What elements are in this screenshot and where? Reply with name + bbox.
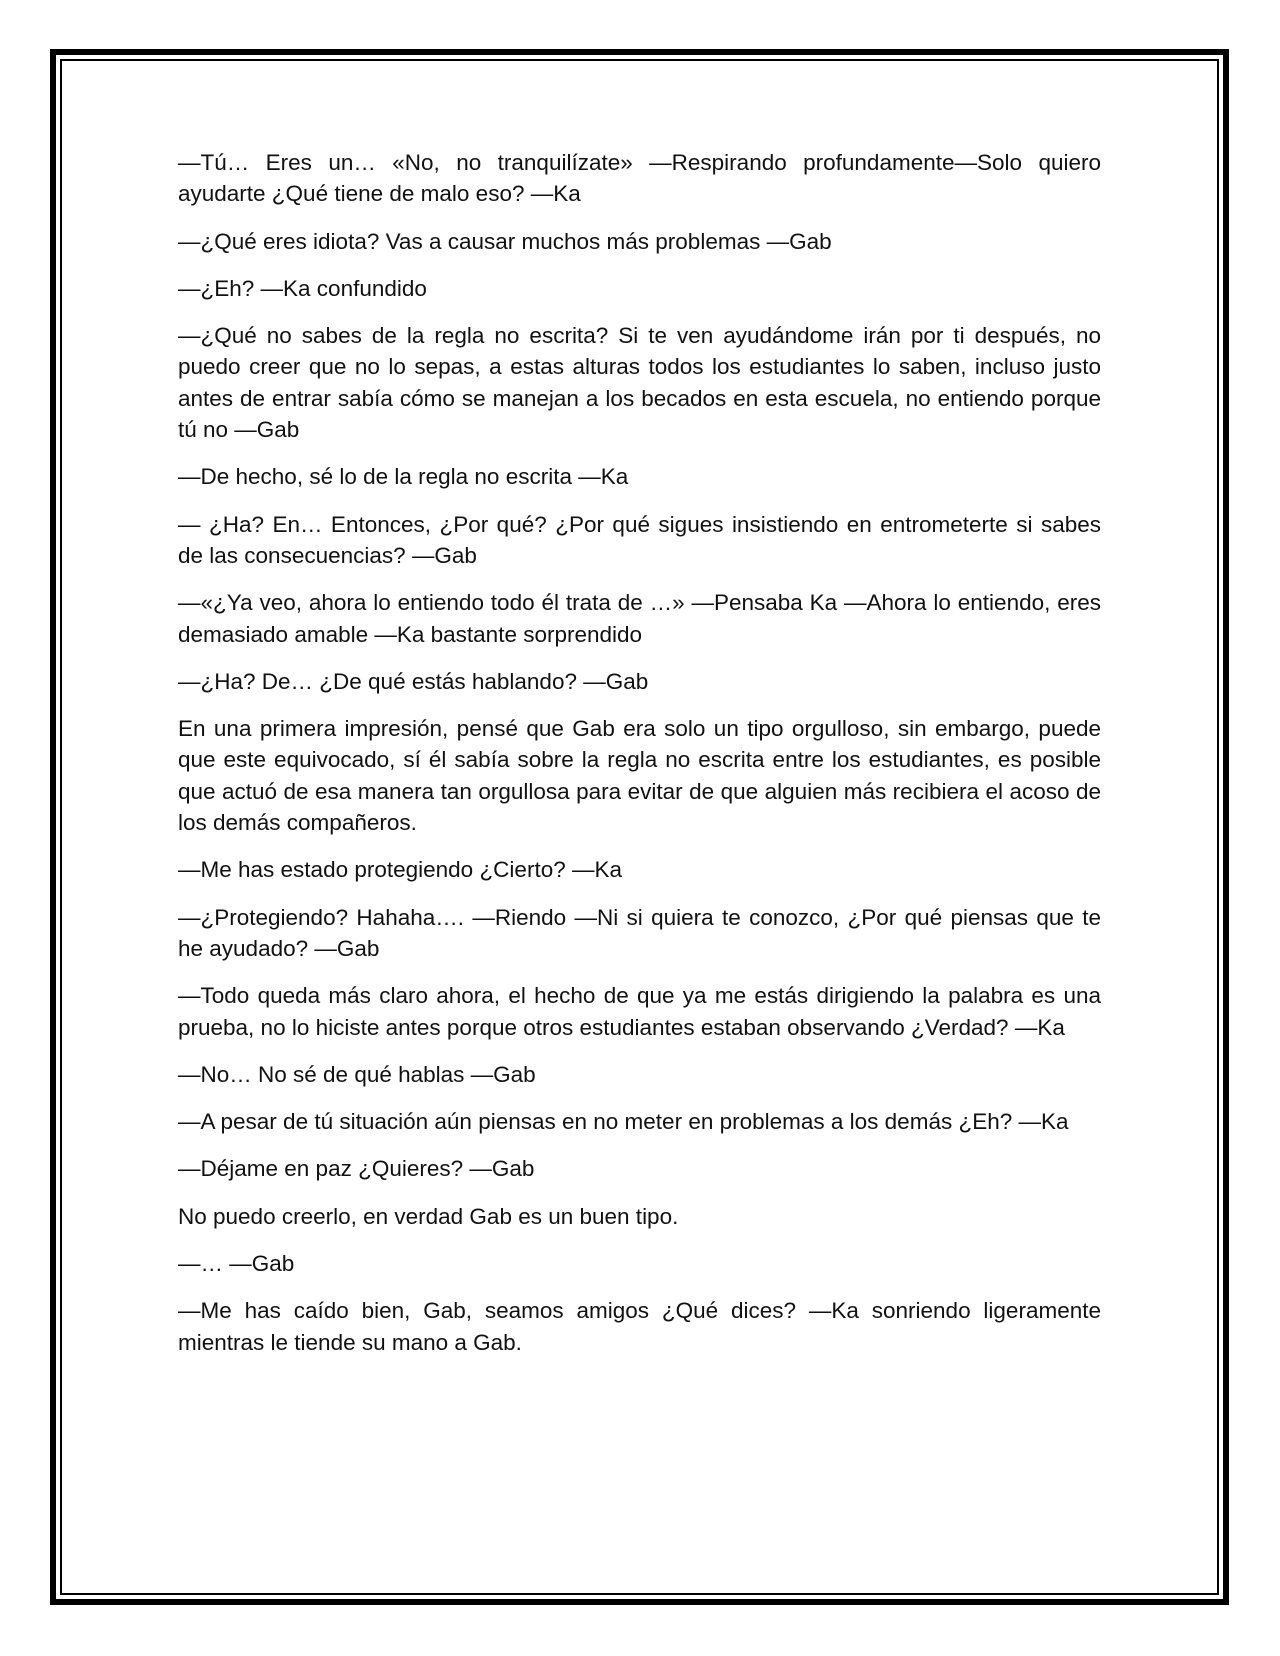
- paragraph: —«¿Ya veo, ahora lo entiendo todo él trata de …» —Pensaba Ka —Ahora lo entiendo, eres demasiado amable —Ka bastante sorprendido: [178, 590, 1101, 647]
- paragraph: —A pesar de tú situación aún piensas en no meter en problemas a los demás ¿Eh? —Ka: [178, 1109, 1069, 1135]
- paragraph: —¿Qué no sabes de la regla no escrita? Si te ven ayudándome irán por ti después, no puedo creer que no lo sepas, a estas alturas todos los estudiantes lo saben, incluso justo antes de entrar sabía cómo se manejan a los becados en esta escuela, no entiendo porque tú no —Gab: [178, 323, 1101, 443]
- paragraph: —¿Protegiendo? Hahaha…. —Riendo —Ni si quiera te conozco, ¿Por qué piensas que te he ayudado? —Gab: [178, 904, 1101, 961]
- paragraph: —¿Ha? De… ¿De qué estás hablando? —Gab: [178, 668, 649, 694]
- paragraph: —¿Eh? —Ka confundido: [178, 275, 427, 301]
- paragraph: —Tú… Eres un… «No, no tranquilízate» —Respirando profundamente—Solo quiero ayudarte ¿Qué tiene de malo eso? —Ka: [178, 150, 1101, 207]
- paragraph: —Me has caído bien, Gab, seamos amigos ¿Qué dices? —Ka sonriendo ligeramente mientras le tiende su mano a Gab.: [178, 1298, 1101, 1355]
- paragraph: —Todo queda más claro ahora, el hecho de que ya me estás dirigiendo la palabra es una prueba, no lo hiciste antes porque otros estudiantes estaban observando ¿Verdad? —Ka: [178, 983, 1101, 1040]
- document-body: [178, 147, 1101, 1374]
- paragraph: —¿Qué eres idiota? Vas a causar muchos más problemas —Gab: [178, 228, 832, 254]
- paragraph: —No… No sé de qué hablas —Gab: [178, 1061, 536, 1087]
- paragraph: —… —Gab: [178, 1251, 295, 1277]
- paragraph: —De hecho, sé lo de la regla no escrita —Ka: [178, 464, 629, 490]
- paragraph: —Me has estado protegiendo ¿Cierto? —Ka: [178, 857, 622, 883]
- paragraph: —Déjame en paz ¿Quieres? —Gab: [178, 1156, 535, 1182]
- paragraph: No puedo creerlo, en verdad Gab es un buen tipo.: [178, 1203, 679, 1229]
- paragraph: — ¿Ha? En… Entonces, ¿Por qué? ¿Por qué sigues insistiendo en entrometerte si sabes de las consecuencias? —Gab: [178, 511, 1101, 568]
- paragraph: En una primera impresión, pensé que Gab era solo un tipo orgulloso, sin embargo, puede que este equivocado, sí él sabía sobre la regla no escrita entre los estudiantes, es posible que actuó de esa manera tan orgullosa para evitar de que alguien más recibiera el acoso de los demás compañeros.: [178, 716, 1101, 836]
